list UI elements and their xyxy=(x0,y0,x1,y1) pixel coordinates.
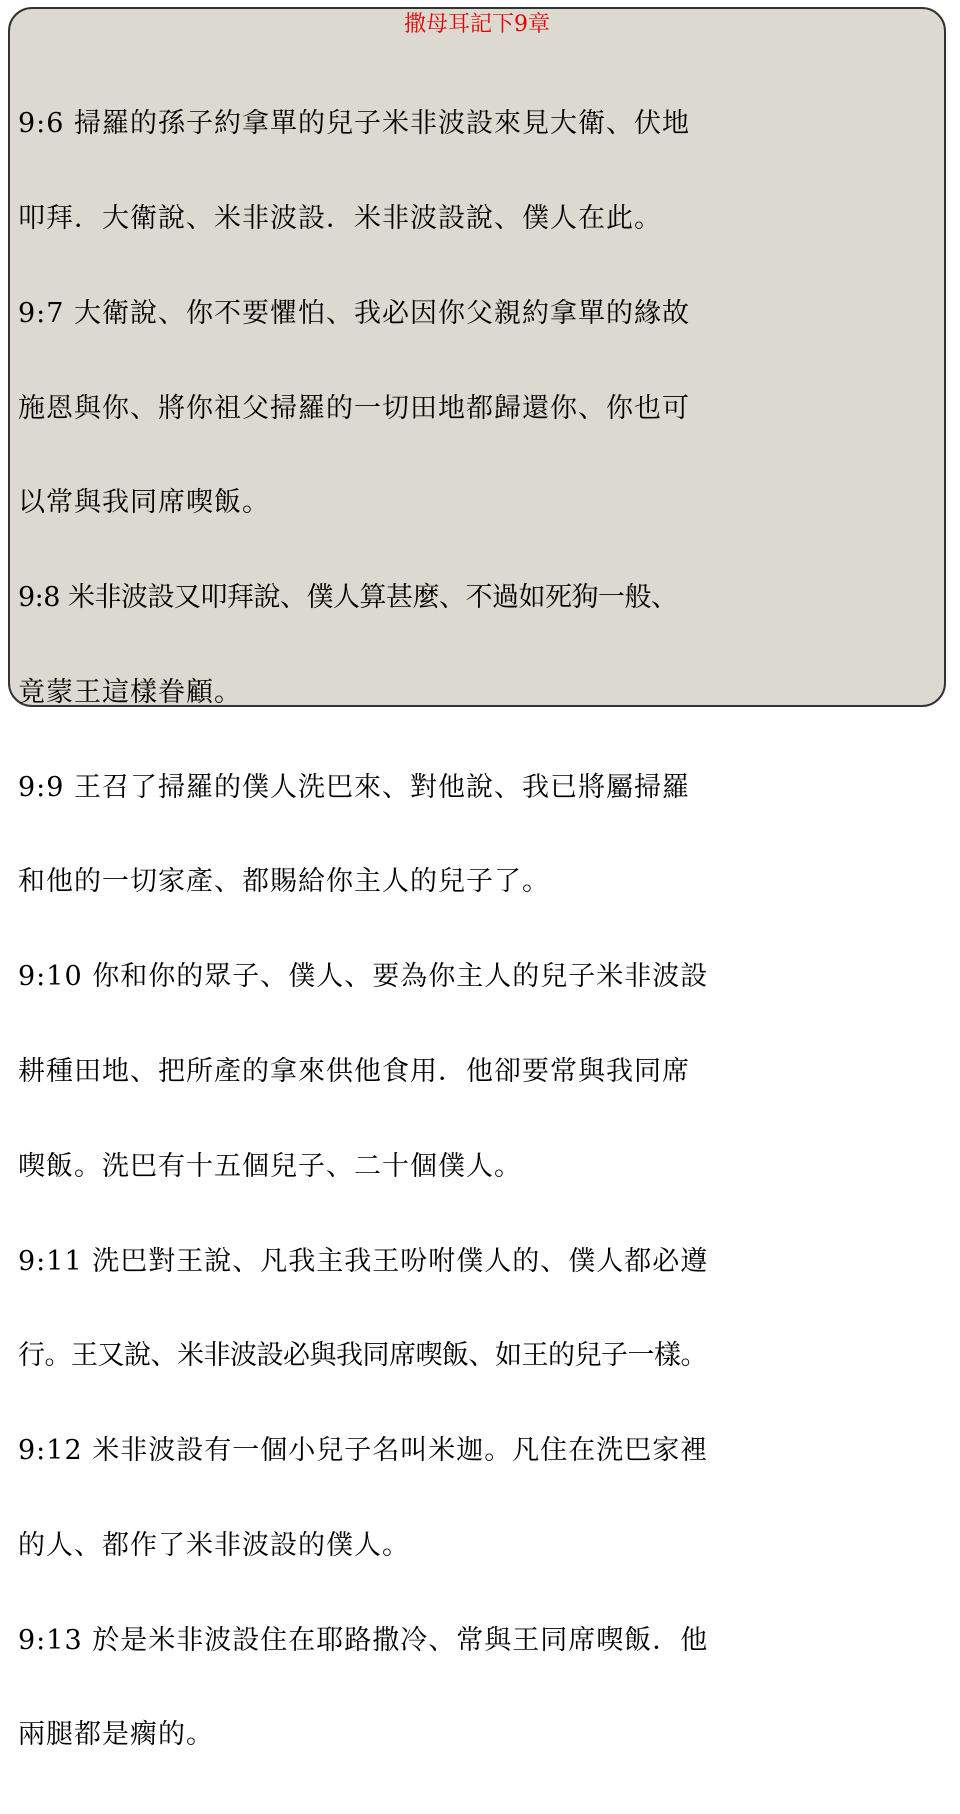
verse-line: 行。王又說、米非波設必與我同席喫飯、如王的兒子一樣。 xyxy=(18,1340,707,1372)
verse-line: 9:10 你和你的眾子、僕人、要為你主人的兒子米非波設 xyxy=(18,961,709,993)
verse-line: 和他的一切家產、都賜給你主人的兒子了。 xyxy=(18,866,550,898)
verse-line: 9:8 米非波設又叩拜說、僕人算甚麼、不過如死狗一般、 xyxy=(18,582,678,614)
verse-line: 耕種田地、把所產的拿來供他食用．他卻要常與我同席 xyxy=(18,1056,690,1087)
verse-line: 9:12 米非波設有一個小兒子名叫米迦。凡住在洗巴家裡 xyxy=(18,1435,709,1467)
verse-line: 叩拜．大衛說、米非波設．米非波設說、僕人在此。 xyxy=(18,202,662,234)
verse-line: 的人、都作了米非波設的僕人。 xyxy=(18,1529,410,1561)
verse-line: 9:9 王召了掃羅的僕人洗巴來、對他說、我已將屬掃羅 xyxy=(18,771,691,803)
verse-line: 以常與我同席喫飯。 xyxy=(18,487,270,519)
verse-line: 9:11 洗巴對王說、凡我主我王吩咐僕人的、僕人都必遵 xyxy=(18,1245,709,1277)
verse-line: 9:6 掃羅的孫子約拿單的兒子米非波設來見大衛、伏地 xyxy=(18,108,691,140)
verse-line: 9:13 於是米非波設住在耶路撒冷、常與王同席喫飯．他 xyxy=(18,1624,709,1656)
verse-line: 喫飯。洗巴有十五個兒子、二十個僕人。 xyxy=(18,1150,522,1182)
verse-line: 9:7 大衛說、你不要懼怕、我必因你父親約拿單的緣故 xyxy=(18,297,691,329)
slide-title: 撒母耳記下9章 xyxy=(404,12,550,37)
slide-frame xyxy=(8,7,946,1751)
verse-line: 兩腿都是瘸的。 xyxy=(18,1719,214,1751)
verse-line: 施恩與你、將你祖父掃羅的一切田地都歸還你、你也可 xyxy=(18,392,690,424)
verse-line: 竟蒙王這樣眷顧。 xyxy=(18,676,242,708)
verse-body xyxy=(18,45,938,1814)
